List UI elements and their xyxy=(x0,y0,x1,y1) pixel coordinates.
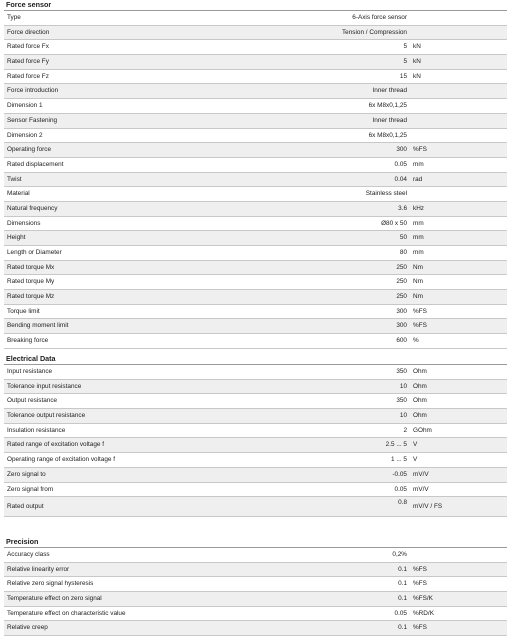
spec-row xyxy=(4,453,507,468)
spec-value: 0.1 xyxy=(398,565,407,573)
spec-unit: mV/V / FS xyxy=(413,503,443,511)
spec-value: 300 xyxy=(396,146,407,154)
precision-rows xyxy=(4,548,507,636)
spec-label: Output resistance xyxy=(7,397,58,405)
spec-unit: mV/V xyxy=(413,470,429,478)
spec-value: 1 ... 5 xyxy=(391,456,407,464)
spec-row xyxy=(4,319,507,334)
spec-row xyxy=(4,497,507,517)
spec-unit: mm xyxy=(413,249,424,256)
spec-row xyxy=(4,424,507,439)
spec-value: 250 xyxy=(396,293,407,301)
spec-value: 15 xyxy=(399,72,407,80)
spec-unit: kN xyxy=(413,58,421,66)
electrical-data-rows xyxy=(4,365,507,517)
spec-value: 300 xyxy=(396,322,407,330)
spec-value: 2 xyxy=(403,426,407,434)
spec-value: 300 xyxy=(396,307,407,315)
spec-label: Relative zero signal hysteresis xyxy=(7,580,94,588)
spec-label: Operating range of excitation voltage f xyxy=(7,456,115,464)
spec-label: Material xyxy=(7,190,30,198)
spec-row xyxy=(4,468,507,483)
spec-row xyxy=(4,577,507,592)
spec-value: 10 xyxy=(399,382,407,390)
spec-value: Stainless steel xyxy=(365,190,407,198)
spec-label: Dimensions xyxy=(7,219,41,227)
spec-value: 5 xyxy=(403,58,407,66)
spec-row xyxy=(4,158,507,173)
spec-unit: % xyxy=(413,337,419,345)
spec-value: Tension / Compression xyxy=(341,28,407,36)
spec-row xyxy=(4,173,507,188)
spec-label: Operating force xyxy=(7,146,52,154)
spec-unit: %FS xyxy=(413,307,427,315)
section-title-electrical-data: Electrical Data xyxy=(4,354,507,365)
spec-value: 6-Axis force sensor xyxy=(352,14,407,21)
spec-unit: kHz xyxy=(413,204,425,212)
spec-label: Force introduction xyxy=(7,87,59,95)
spec-unit: Ohm xyxy=(413,397,427,405)
spec-row xyxy=(4,621,507,636)
spec-label: Natural frequency xyxy=(7,204,58,212)
spec-value: Ø80 x 50 xyxy=(381,219,407,227)
spec-label: Relative creep xyxy=(7,624,48,632)
spec-row xyxy=(4,129,507,144)
spec-label: Input resistance xyxy=(7,368,53,375)
spec-unit: %FS xyxy=(413,580,427,588)
spec-row xyxy=(4,40,507,55)
spec-label: Rated torque My xyxy=(7,278,55,286)
spec-label: Dimension 2 xyxy=(7,131,43,139)
spec-label: Relative linearity error xyxy=(7,565,70,573)
spec-unit: Ohm xyxy=(413,368,427,375)
spec-unit: %RD/K xyxy=(413,609,434,617)
spec-value: 0.05 xyxy=(394,609,407,617)
spec-row xyxy=(4,275,507,290)
spec-value: 350 xyxy=(396,397,407,405)
spec-label: Rated force Fx xyxy=(7,43,49,51)
spec-value: 250 xyxy=(396,263,407,271)
spec-value: Inner thread xyxy=(372,116,407,124)
spec-row xyxy=(4,365,507,380)
spec-label: Dimension 1 xyxy=(7,102,43,110)
spec-label: Rated torque Mz xyxy=(7,293,55,301)
spec-unit: kN xyxy=(413,43,421,51)
force-sensor-rows xyxy=(4,11,507,349)
spec-row xyxy=(4,305,507,320)
spec-unit: %FS/K xyxy=(413,595,433,603)
spec-unit: mm xyxy=(413,160,424,168)
force-sensor-section xyxy=(4,0,507,349)
spec-row xyxy=(4,261,507,276)
spec-row xyxy=(4,231,507,246)
spec-value: 0.04 xyxy=(394,175,407,183)
spec-value: 0.05 xyxy=(394,160,407,168)
spec-unit: Ohm xyxy=(413,382,427,390)
spec-label: Sensor Fastening xyxy=(7,116,58,124)
spec-row xyxy=(4,99,507,114)
spec-value: 6x M8x0,1,25 xyxy=(368,131,407,139)
spec-label: Temperature effect on zero signal xyxy=(7,595,102,603)
spec-row xyxy=(4,394,507,409)
spec-label: Torque limit xyxy=(7,307,40,315)
spec-value: 50 xyxy=(399,234,407,242)
spec-label: Breaking force xyxy=(7,337,49,345)
spec-label: Temperature effect on characteristic value xyxy=(7,609,126,617)
spec-value: 0.8 xyxy=(398,499,407,507)
spec-row xyxy=(4,607,507,622)
spec-value: 5 xyxy=(403,43,407,51)
spec-row xyxy=(4,114,507,129)
spec-unit: mV/V xyxy=(413,485,429,493)
spec-label: Zero signal to xyxy=(7,470,46,478)
section-title-precision: Precision xyxy=(4,537,507,548)
spec-unit: %FS xyxy=(413,322,427,330)
spec-row xyxy=(4,246,507,261)
spec-row xyxy=(4,409,507,424)
spec-row xyxy=(4,563,507,578)
spec-row xyxy=(4,438,507,453)
spec-label: Accuracy class xyxy=(7,551,50,558)
spec-label: Bending moment limit xyxy=(7,322,69,330)
spec-label: Rated output xyxy=(7,503,44,511)
spec-row xyxy=(4,380,507,395)
section-title-force-sensor: Force sensor xyxy=(4,0,507,11)
spec-unit: V xyxy=(413,441,418,449)
spec-unit: mm xyxy=(413,234,424,242)
spec-value: Inner thread xyxy=(372,87,407,95)
spec-label: Rated displacement xyxy=(7,160,64,168)
spec-label: Force direction xyxy=(7,28,50,36)
spec-row xyxy=(4,26,507,41)
spec-label: Rated range of excitation voltage f xyxy=(7,441,104,449)
spec-unit: Nm xyxy=(413,263,423,271)
electrical-data-section xyxy=(4,354,507,517)
spec-value: 2.5 ... 5 xyxy=(385,441,407,449)
spec-row xyxy=(4,187,507,202)
spec-row xyxy=(4,217,507,232)
spec-row xyxy=(4,592,507,607)
spec-row xyxy=(4,11,507,26)
spec-value: 350 xyxy=(396,368,407,375)
spec-label: Twist xyxy=(7,175,22,183)
spec-row xyxy=(4,55,507,70)
spec-row xyxy=(4,334,507,349)
spec-row xyxy=(4,84,507,99)
spec-value: 0.1 xyxy=(398,580,407,588)
spec-label: Rated force Fy xyxy=(7,58,49,66)
spec-unit: %FS xyxy=(413,565,427,573)
spec-row xyxy=(4,202,507,217)
spec-value: 0.1 xyxy=(398,595,407,603)
spec-value: 10 xyxy=(399,412,407,420)
spec-label: Rated force Fz xyxy=(7,72,49,80)
spec-value: 80 xyxy=(399,249,407,256)
spec-row xyxy=(4,70,507,85)
spec-unit: GOhm xyxy=(413,426,432,434)
spec-value: -0.05 xyxy=(392,470,407,478)
spec-label: Height xyxy=(7,234,26,242)
spec-unit: Nm xyxy=(413,278,423,286)
spec-label: Tolerance input resistance xyxy=(7,382,82,390)
spec-unit: rad xyxy=(413,175,423,183)
spec-unit: %FS xyxy=(413,146,427,154)
spec-value: 6x M8x0,1,25 xyxy=(368,102,407,110)
spec-label: Type xyxy=(7,14,21,21)
spec-label: Rated torque Mx xyxy=(7,263,55,271)
spec-value: 600 xyxy=(396,337,407,345)
spec-unit: mm xyxy=(413,219,424,227)
spec-unit: V xyxy=(413,456,418,464)
spec-row xyxy=(4,290,507,305)
spec-unit: Nm xyxy=(413,293,423,301)
spec-value: 250 xyxy=(396,278,407,286)
precision-section xyxy=(4,537,507,636)
spec-label: Length or Diameter xyxy=(7,249,62,256)
spec-row xyxy=(4,548,507,563)
spec-value: 0,2% xyxy=(392,551,407,558)
spec-unit: %FS xyxy=(413,624,427,632)
spec-row xyxy=(4,483,507,498)
spec-value: 3.6 xyxy=(398,204,407,212)
spec-unit: kN xyxy=(413,72,421,80)
spec-label: Insulation resistance xyxy=(7,426,66,434)
spec-label: Tolerance output resistance xyxy=(7,412,86,420)
spec-unit: Ohm xyxy=(413,412,427,420)
spec-row xyxy=(4,143,507,158)
spec-value: 0.1 xyxy=(398,624,407,632)
spec-value: 0.05 xyxy=(394,485,407,493)
spec-label: Zero signal from xyxy=(7,485,54,493)
